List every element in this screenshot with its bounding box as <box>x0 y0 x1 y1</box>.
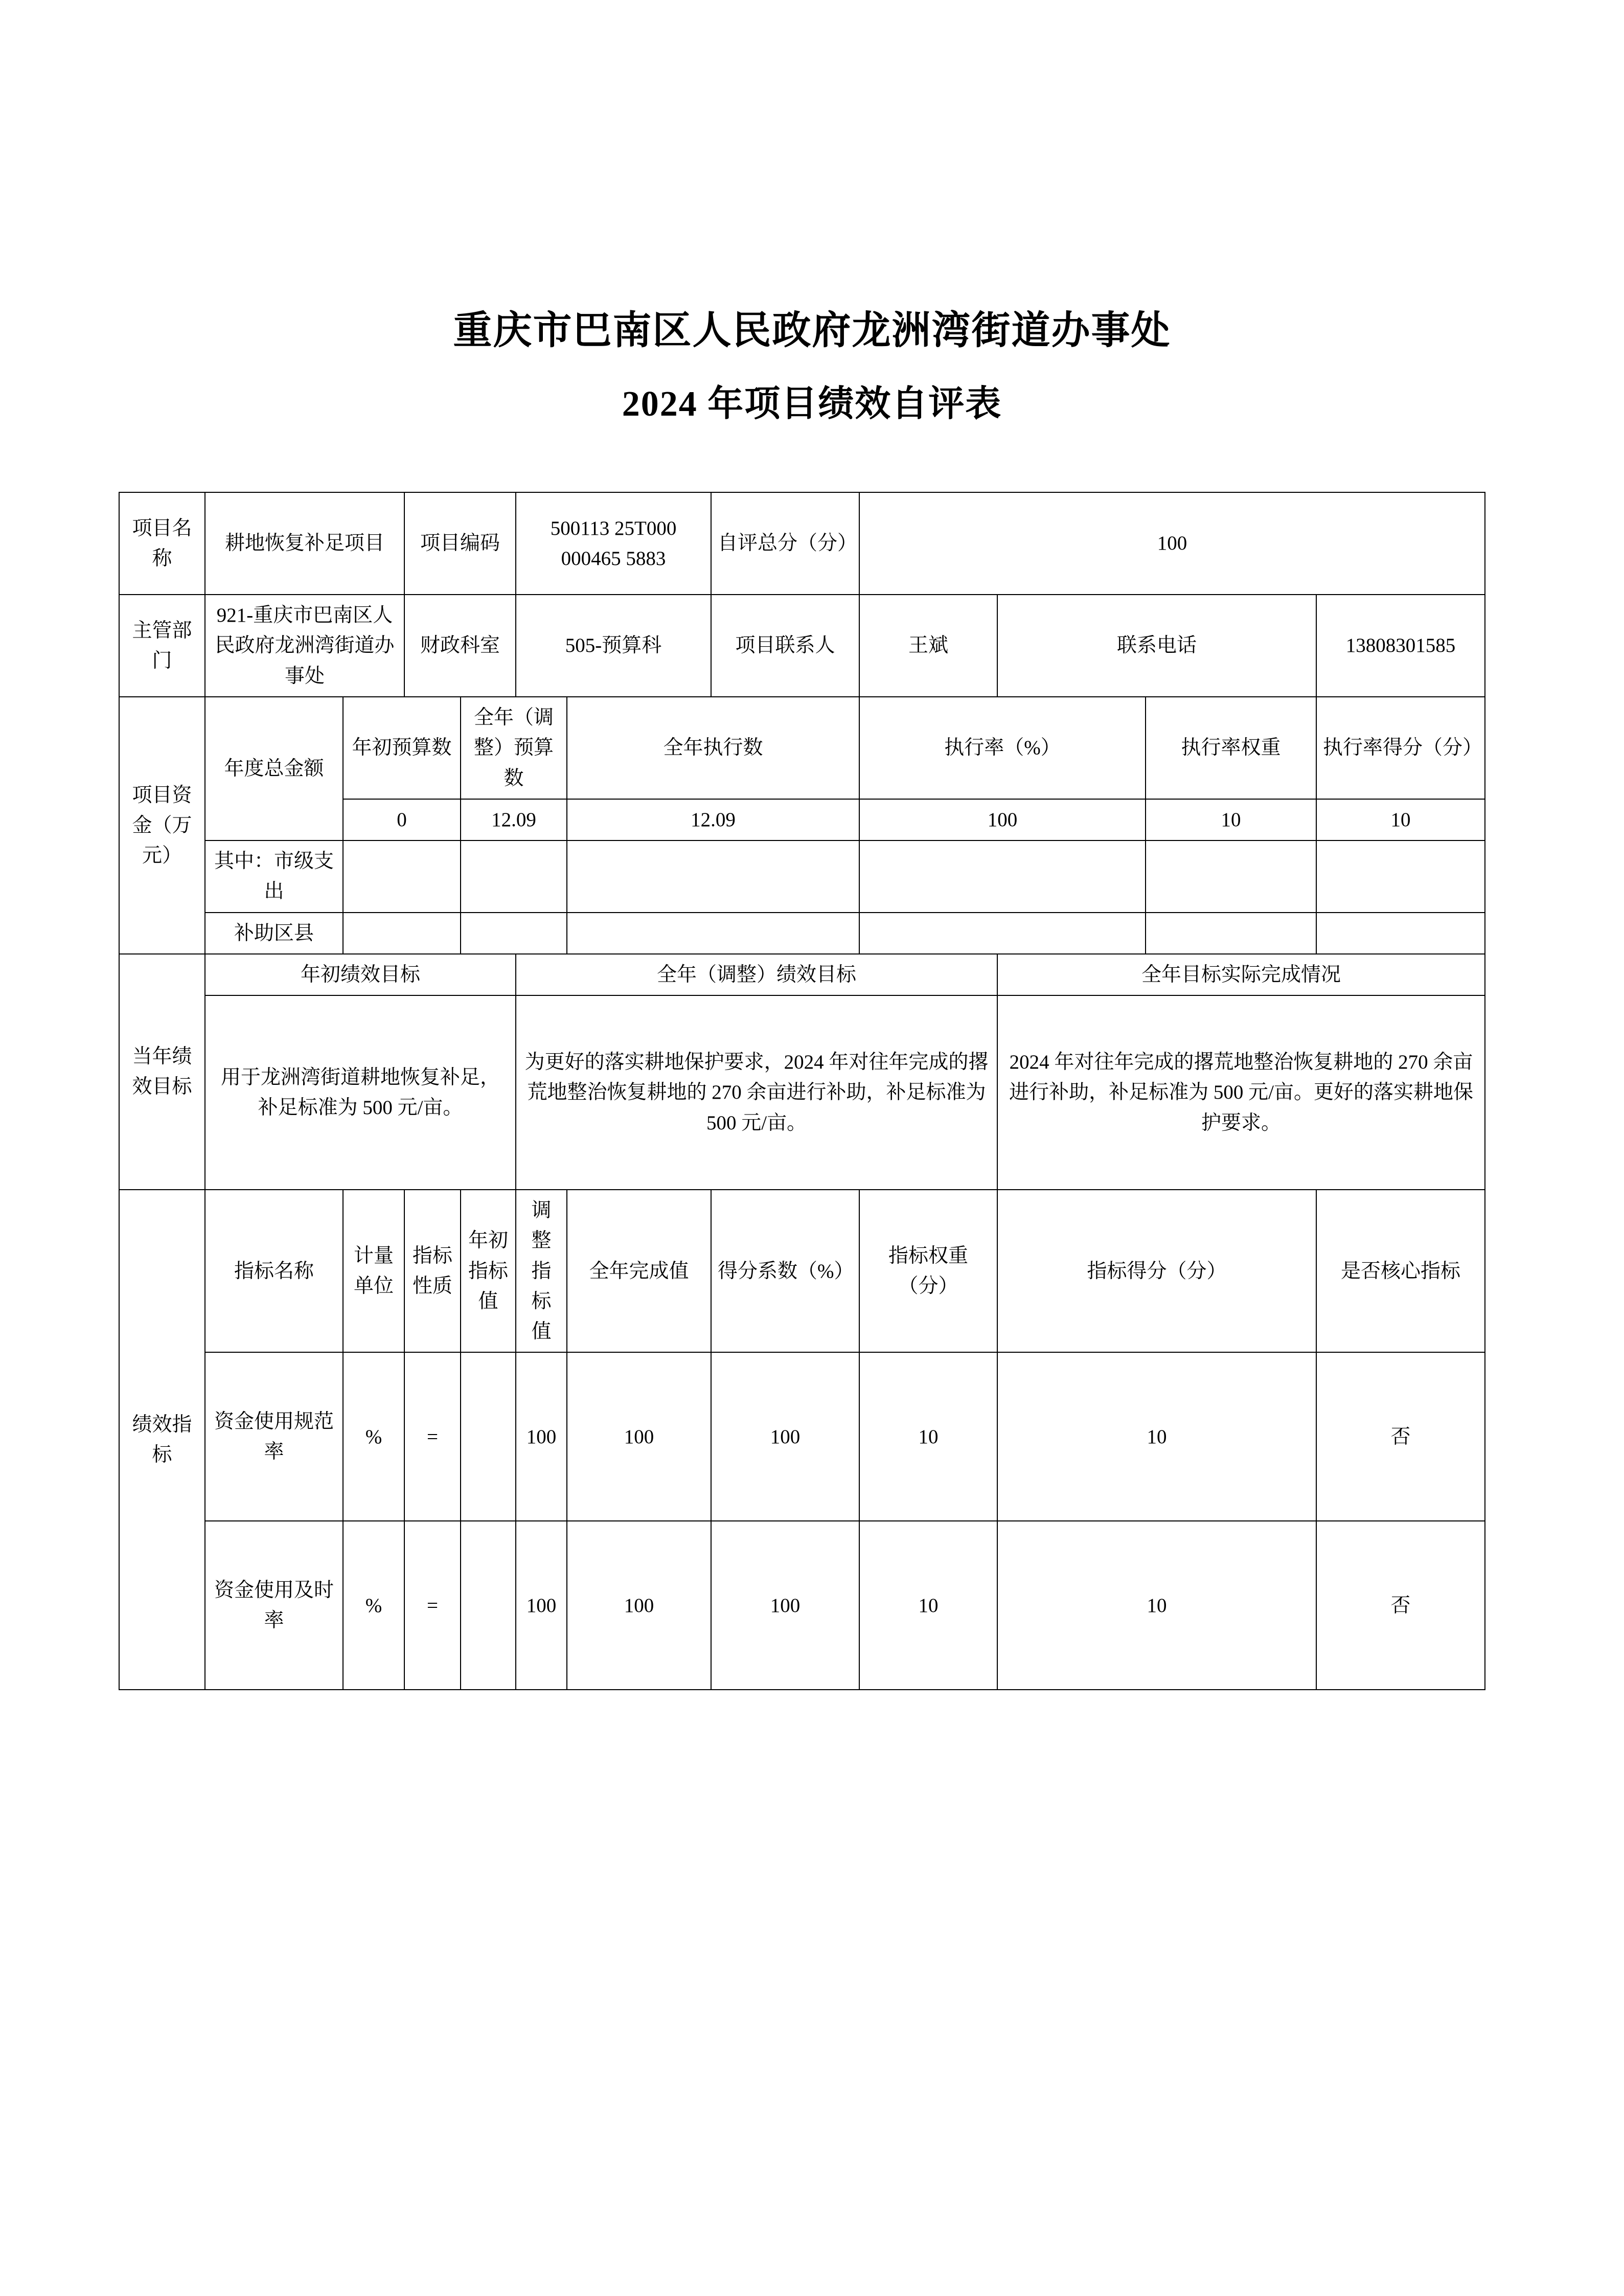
indicator-1-adjusted-value: 100 <box>516 1352 567 1521</box>
indicator-1-score: 10 <box>997 1352 1316 1521</box>
table-row-district-subsidy <box>119 913 1485 954</box>
district-subsidy-label: 补助区县 <box>205 913 343 954</box>
funds-adjusted-budget-header: 全年（调整）预算数 <box>461 697 567 799</box>
funds-initial-budget-value: 0 <box>343 799 461 840</box>
indicator-col-coefficient: 得分系数（%） <box>711 1190 859 1352</box>
municipal-expenditure-label: 其中：市级支出 <box>205 840 343 913</box>
indicator-col-nature: 指标性质 <box>404 1190 461 1352</box>
indicator-2-unit: % <box>343 1521 404 1690</box>
goal-initial-text: 用于龙洲湾街道耕地恢复补足，补足标准为 500 元/亩。 <box>205 995 516 1190</box>
municipal-expenditure-initial <box>343 840 461 913</box>
funds-section-label: 项目资金（万元） <box>119 697 205 954</box>
funds-adjusted-budget-value: 12.09 <box>461 799 567 840</box>
project-code-value: 500113 25T000 000465 5883 <box>516 492 711 595</box>
municipal-expenditure-executed <box>567 840 859 913</box>
indicator-1-coefficient: 100 <box>711 1352 859 1521</box>
indicator-2-adjusted-value: 100 <box>516 1521 567 1690</box>
indicator-1-unit: % <box>343 1352 404 1521</box>
district-subsidy-executed <box>567 913 859 954</box>
district-subsidy-rate <box>859 913 1146 954</box>
self-score-label: 自评总分（分） <box>711 492 859 595</box>
indicator-1-name: 资金使用规范率 <box>205 1352 343 1521</box>
funds-initial-budget-header: 年初预算数 <box>343 697 461 799</box>
table-row-indicator-header <box>119 1190 1485 1352</box>
table-row-goals-header <box>119 954 1485 995</box>
indicator-1-completed-value: 100 <box>567 1352 711 1521</box>
indicator-1-is-core: 否 <box>1316 1352 1485 1521</box>
funds-score-value: 10 <box>1316 799 1485 840</box>
indicator-1-weight: 10 <box>859 1352 997 1521</box>
contact-person-label: 项目联系人 <box>711 595 859 697</box>
table-row-indicator-1 <box>119 1352 1485 1521</box>
district-subsidy-weight <box>1146 913 1316 954</box>
indicator-2-name: 资金使用及时率 <box>205 1521 343 1690</box>
indicator-2-is-core: 否 <box>1316 1521 1485 1690</box>
finance-office-value: 505-预算科 <box>516 595 711 697</box>
goal-actual-header: 全年目标实际完成情况 <box>997 954 1485 995</box>
table-row-department <box>119 595 1485 697</box>
funds-rate-header: 执行率（%） <box>859 697 1146 799</box>
funds-executed-header: 全年执行数 <box>567 697 859 799</box>
finance-office-label: 财政科室 <box>404 595 516 697</box>
indicators-section-label: 绩效指标 <box>119 1190 205 1690</box>
indicator-col-score: 指标得分（分） <box>997 1190 1316 1352</box>
indicator-col-unit: 计量单位 <box>343 1190 404 1352</box>
district-subsidy-initial <box>343 913 461 954</box>
indicator-2-completed-value: 100 <box>567 1521 711 1690</box>
indicator-2-initial-value <box>461 1521 516 1690</box>
contact-phone-label: 联系电话 <box>997 595 1316 697</box>
goal-initial-header: 年初绩效目标 <box>205 954 516 995</box>
municipal-expenditure-rate <box>859 840 1146 913</box>
indicator-1-initial-value <box>461 1352 516 1521</box>
project-name-label: 项目名称 <box>119 492 205 595</box>
contact-phone-value: 13808301585 <box>1316 595 1485 697</box>
project-name-value: 耕地恢复补足项目 <box>205 492 404 595</box>
indicator-col-weight: 指标权重（分） <box>859 1190 997 1352</box>
indicator-1-nature: = <box>404 1352 461 1521</box>
department-label: 主管部门 <box>119 595 205 697</box>
table-row-indicator-2 <box>119 1521 1485 1690</box>
indicator-2-weight: 10 <box>859 1521 997 1690</box>
district-subsidy-adjusted <box>461 913 567 954</box>
indicator-col-initial-value: 年初指标值 <box>461 1190 516 1352</box>
title-block <box>0 307 1624 427</box>
goal-adjusted-text: 为更好的落实耕地保护要求，2024 年对往年完成的撂荒地整治恢复耕地的 270 余亩进行补助，补足标准为 500 元/亩。 <box>516 995 997 1190</box>
page-title: 重庆市巴南区人民政府龙洲湾街道办事处 <box>453 309 1171 352</box>
page-subtitle: 2024 年项目绩效自评表 <box>622 384 1002 424</box>
performance-self-evaluation-table <box>119 492 1485 1690</box>
indicator-col-name: 指标名称 <box>205 1190 343 1352</box>
funds-score-header: 执行率得分（分） <box>1316 697 1485 799</box>
indicator-col-is-core: 是否核心指标 <box>1316 1190 1485 1352</box>
contact-person-value: 王斌 <box>859 595 997 697</box>
table-row-goals-content <box>119 995 1485 1190</box>
goals-section-label: 当年绩效目标 <box>119 954 205 1190</box>
goal-actual-text: 2024 年对往年完成的撂荒地整治恢复耕地的 270 余亩进行补助，补足标准为 500 元/亩。更好的落实耕地保护要求。 <box>997 995 1485 1190</box>
indicator-col-adjusted-value: 调整指标值 <box>516 1190 567 1352</box>
project-code-label: 项目编码 <box>404 492 516 595</box>
municipal-expenditure-score <box>1316 840 1485 913</box>
indicator-2-coefficient: 100 <box>711 1521 859 1690</box>
municipal-expenditure-weight <box>1146 840 1316 913</box>
table-row-project <box>119 492 1485 595</box>
municipal-expenditure-adjusted <box>461 840 567 913</box>
district-subsidy-score <box>1316 913 1485 954</box>
department-value: 921-重庆市巴南区人民政府龙洲湾街道办事处 <box>205 595 404 697</box>
indicator-2-nature: = <box>404 1521 461 1690</box>
indicator-col-completed-value: 全年完成值 <box>567 1190 711 1352</box>
funds-weight-value: 10 <box>1146 799 1316 840</box>
table-row-funds-header <box>119 697 1485 799</box>
indicator-2-score: 10 <box>997 1521 1316 1690</box>
goal-adjusted-header: 全年（调整）绩效目标 <box>516 954 997 995</box>
self-score-value: 100 <box>859 492 1485 595</box>
funds-rate-value: 100 <box>859 799 1146 840</box>
funds-total-header: 年度总金额 <box>205 697 343 840</box>
funds-executed-value: 12.09 <box>567 799 859 840</box>
table-row-municipal-expenditure <box>119 840 1485 913</box>
funds-weight-header: 执行率权重 <box>1146 697 1316 799</box>
